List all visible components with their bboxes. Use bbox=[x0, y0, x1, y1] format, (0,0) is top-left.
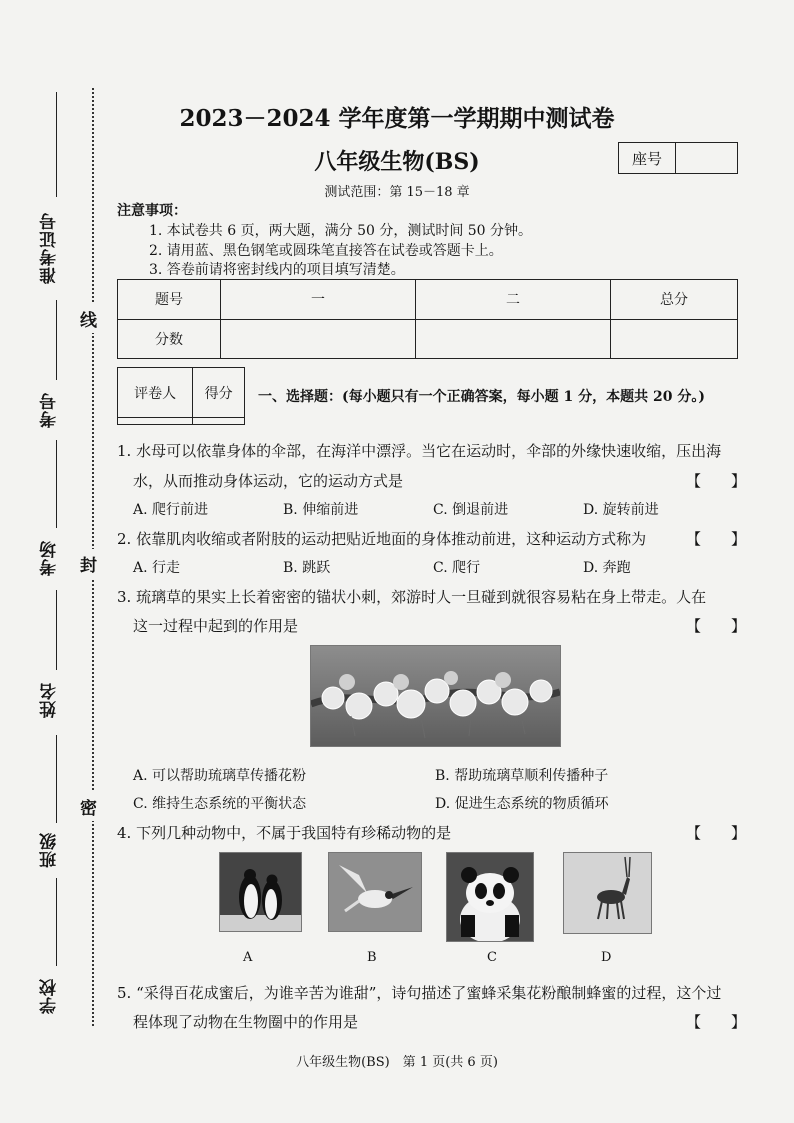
q1-option-d[interactable]: D. 旋转前进 bbox=[583, 502, 659, 518]
q4-answer-bracket[interactable]: 【 】 bbox=[686, 824, 747, 842]
seal-char-secret: 密 bbox=[80, 792, 97, 821]
score-cell-total[interactable] bbox=[611, 319, 738, 359]
q2-option-d[interactable]: D. 奔跑 bbox=[583, 560, 631, 576]
label-exam-room: 考场 bbox=[40, 540, 60, 576]
q2-answer-bracket[interactable]: 【 】 bbox=[686, 530, 747, 548]
seat-label: 座号 bbox=[619, 143, 676, 173]
fill-line-exam-no bbox=[56, 300, 57, 380]
q3-text-line2: 这一过程中起到的作用是 bbox=[133, 617, 299, 635]
q3-text-line1: 3. 琉璃草的果实上长着密密的锚状小刺，郊游时人一旦碰到就很容易粘在身上带走。人在 bbox=[117, 588, 707, 606]
fill-line-room bbox=[56, 440, 57, 528]
notice-item-3: 3. 答卷前请将密封线内的项目填写清楚。 bbox=[149, 262, 405, 278]
q5-answer-bracket[interactable]: 【 】 bbox=[686, 1013, 747, 1031]
label-exam-cert-no: 准考证号 bbox=[40, 212, 60, 284]
antelope-photo[interactable] bbox=[563, 852, 652, 934]
reviewer-cell[interactable] bbox=[118, 418, 193, 425]
notice-item-2: 2. 请用蓝、黑色钢笔或圆珠笔直接答在试卷或答题卡上。 bbox=[149, 243, 503, 259]
q2-option-b[interactable]: B. 跳跃 bbox=[283, 560, 331, 576]
q1-option-a[interactable]: A. 爬行前进 bbox=[133, 502, 209, 518]
q2-option-a[interactable]: A. 行走 bbox=[133, 560, 181, 576]
q5-text-line2: 程体现了动物在生物圈中的作用是 bbox=[133, 1013, 359, 1031]
penguin-photo[interactable] bbox=[219, 852, 302, 932]
section1-heading: 一、选择题：(每小题只有一个正确答案，每小题 1 分，本题共 20 分。) bbox=[258, 389, 705, 405]
q3-option-a[interactable]: A. 可以帮助琉璃草传播花粉 bbox=[133, 768, 307, 784]
score-header-part2: 二 bbox=[416, 280, 611, 320]
score-cell-part1[interactable] bbox=[221, 319, 416, 359]
fill-line-name bbox=[56, 590, 57, 670]
seat-number-box[interactable] bbox=[618, 142, 738, 174]
seat-input[interactable] bbox=[676, 143, 737, 173]
label-class: 班级 bbox=[40, 832, 60, 868]
test-scope: 测试范围：第 15－18 章 bbox=[324, 185, 470, 200]
notice-item-1: 1. 本试卷共 6 页，两大题，满分 50 分，测试时间 50 分钟。 bbox=[149, 223, 533, 239]
page-footer: 八年级生物(BS) 第 1 页(共 6 页) bbox=[296, 1055, 498, 1070]
q2-option-c[interactable]: C. 爬行 bbox=[433, 560, 481, 576]
q4-label-b: B bbox=[367, 950, 377, 965]
q1-answer-bracket[interactable]: 【 】 bbox=[686, 472, 747, 490]
score-header-part1: 一 bbox=[221, 280, 416, 320]
fill-line-class bbox=[56, 735, 57, 823]
notice-title: 注意事项： bbox=[117, 203, 187, 219]
q3-option-c[interactable]: C. 维持生态系统的平衡状态 bbox=[133, 796, 307, 812]
label-name: 姓名 bbox=[40, 682, 60, 718]
ibis-photo[interactable] bbox=[328, 852, 422, 932]
exam-title: 2023－2024 学年度第一学期期中测试卷 bbox=[179, 105, 615, 132]
fill-line-school bbox=[56, 878, 57, 966]
reviewer-header: 评卷人 bbox=[118, 368, 193, 418]
reviewer-score-header: 得分 bbox=[193, 368, 245, 418]
score-cell-part2[interactable] bbox=[416, 319, 611, 359]
score-header-total: 总分 bbox=[611, 280, 738, 320]
reviewer-table bbox=[117, 367, 245, 425]
burr-fruit-photo bbox=[310, 645, 561, 747]
label-exam-no: 考号 bbox=[40, 392, 60, 428]
q4-label-a: A bbox=[243, 950, 253, 965]
seal-char-line: 线 bbox=[80, 304, 97, 333]
q3-option-d[interactable]: D. 促进生态系统的物质循环 bbox=[435, 796, 609, 812]
q3-option-b[interactable]: B. 帮助琉璃草顺利传播种子 bbox=[435, 768, 609, 784]
q2-text-line1: 2. 依靠肌肉收缩或者附肢的运动把贴近地面的身体推动前进，这种运动方式称为 bbox=[117, 530, 647, 548]
q1-option-c[interactable]: C. 倒退前进 bbox=[433, 502, 509, 518]
q3-answer-bracket[interactable]: 【 】 bbox=[686, 617, 747, 635]
label-school: 学校 bbox=[40, 978, 60, 1014]
q4-label-c: C bbox=[487, 950, 497, 965]
reviewer-score-cell[interactable] bbox=[193, 418, 245, 425]
q4-label-d: D bbox=[601, 950, 612, 965]
panda-photo[interactable] bbox=[446, 852, 534, 942]
q4-text-line1: 4. 下列几种动物中，不属于我国特有珍稀动物的是 bbox=[117, 824, 452, 842]
score-row-label: 分数 bbox=[118, 319, 221, 359]
score-header-no: 题号 bbox=[118, 280, 221, 320]
q1-option-b[interactable]: B. 伸缩前进 bbox=[283, 502, 359, 518]
q1-text-line1: 1. 水母可以依靠身体的伞部，在海洋中漂浮。当它在运动时，伞部的外缘快速收缩，压出海 bbox=[117, 442, 722, 460]
q1-text-line2: 水，从而推动身体运动，它的运动方式是 bbox=[133, 472, 404, 490]
exam-subtitle: 八年级生物(BS) bbox=[314, 149, 480, 175]
seal-char-seal: 封 bbox=[80, 549, 97, 578]
score-table bbox=[117, 279, 738, 359]
q5-text-line1: 5. “采得百花成蜜后，为谁辛苦为谁甜”，诗句描述了蜜蜂采集花粉酿制蜂蜜的过程，这个过 bbox=[117, 984, 722, 1002]
